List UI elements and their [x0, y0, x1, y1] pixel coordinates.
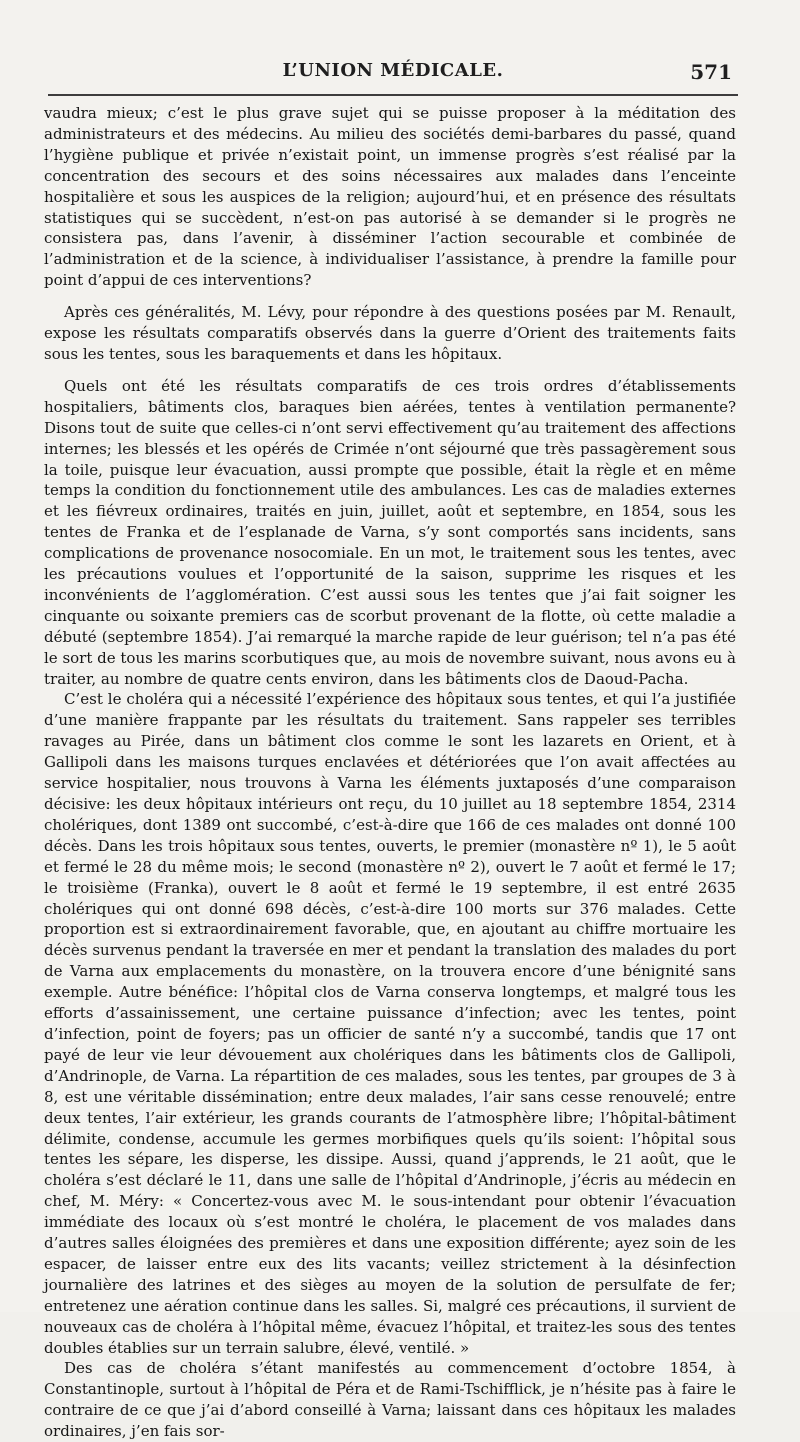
body-text	[44, 103, 736, 1442]
page-header	[48, 58, 738, 92]
running-head: L’UNION MÉDICALE.	[282, 60, 504, 81]
paragraph-gap	[44, 291, 736, 302]
page-number: 571	[690, 60, 732, 84]
paragraph-gap	[44, 365, 736, 376]
paragraph-5: Des cas de choléra s’étant manifestés au commencement d’octobre 1854, à Constantinople, surtout à l’hôpital de Péra et de Rami-Tschifflick, je n’hésite pas à faire le contraire de ce que j’ai d’abord conseillé à Varna; laissant dans ces hôpitaux les malades ordinaires, j’en fais sor-	[44, 1359, 736, 1441]
paragraph-1: vaudra mieux; c’est le plus grave sujet qui se puisse proposer à la méditation des administrateurs et des médecins. Au milieu des sociétés demi-barbares du passé, quand l’hygiène publique et privée n’existait point, un immense progrès s’est réalisé par la concentration des secours et des soins nécessaires aux malades dans l’enceinte hospitalière et sous les auspices de la religion; aujourd’hui, et en présence des résultats statistiques qui se succèdent, n’est-on pas autorisé à se demander si le progrès ne consistera pas, dans l’avenir, à disséminer l’action secourable et combinée de l’administration et de la science, à individualiser l’assistance, à prendre la famille pour point d’appui de ces interventions?	[44, 104, 736, 290]
paragraph-3: Quels ont été les résultats comparatifs de ces trois ordres d’établissements hospitaliers, bâtiments clos, baraques bien aérées, tentes à ventilation permanente? Disons tout de suite que celles-ci n’ont servi effectivement qu’au traitement des affections internes; les blessés et les opérés de Crimée n’ont séjourné que très passagèrement sous la toile, puisque leur évacuation, aussi prompte que possible, était la règle et en même temps la condition du fonctionnement utile des ambulances. Les cas de maladies externes et les fiévreux ordinaires, traités en juin, juillet, août et septembre, en 1854, sous les tentes de Franka et de l’esplanade de Varna, s’y sont comportés sans incidents, sans complications de provenance nosocomiale. En un mot, le traitement sous les tentes, avec les précautions voulues et l’opportunité de la saison, supprime les risques et les inconvénients de l’agglomération. C’est aussi sous les tentes que j’ai fait soigner les cinquante ou soixante premiers cas de scorbut provenant de la flotte, où cette maladie a débuté (septembre 1854). J’ai remarqué la marche rapide de leur guérison; tel n’a pas été le sort de tous les marins scorbutiques que, au mois de novembre suivant, nous avons eu à traiter, au nombre de quatre cents environ, dans les bâtiments clos de Daoud-Pacha.	[44, 376, 736, 688]
paragraph-4: C’est le choléra qui a nécessité l’expérience des hôpitaux sous tentes, et qui l’a justifiée d’une manière frappante par les résultats du traitement. Sans rappeler ses terribles ravages au Pirée, dans un bâtiment clos comme le sont les lazarets en Orient, et à Gallipoli dans les maisons turques enclavées et détériorées que l’on avait affectées au service hospitalier, nous trouvons à Varna les éléments juxtaposés d’une comparaison décisive: les deux hôpitaux intérieurs ont reçu, du 10 juillet au 18 septembre 1854, 2314 cholériques, dont 1389 ont succombé, c’est-à-dire que 166 de ces malades ont donné 100 décès. Dans les trois hôpitaux sous tentes, ouverts, le premier (monastère nº 1), le 5 août et fermé le 28 du même mois; le second (monastère nº 2), ouvert le 7 août et fermé le 17; le troisième (Franka), ouvert le 8 août et fermé le 19 septembre, il est entré 2635 cholériques qui ont donné 698 décès, c’est-à-dire 100 morts sur 376 malades. Cette proportion est si extraordinairement favorable, que, en ajoutant au chiffre mortuaire les décès survenus pendant la traversée en mer et pendant la translation des malades du port de Varna aux emplacements du monastère, on la trouvera encore d’une bénignité sans exemple. Autre bénéfice: l’hôpital clos de Varna conserva longtemps, et malgré tous les efforts d’assainissement, une certaine puissance d’infection; avec les tentes, point d’infection, point de foyers; pas un officier de santé n’y a succombé, tandis que 17 ont payé de leur vie leur dévouement aux cholériques dans les bâtiments clos de Gallipoli, d’Andrinople, de Varna. La répartition de ces malades, sous les tentes, par groupes de 3 à 8, est une véritable dissémination; entre deux malades, l’air sans cesse renouvelé; entre deux tentes, l’air extérieur, les grands courants de l’atmosphère libre; l’hôpital-bâtiment délimite, condense, accumule les germes morbifiques quels qu’ils soient: l’hôpital sous tentes les sépare, les disperse, les dissipe. Aussi, quand j’apprends, le 21 août, que le choléra s’est déclaré le 11, dans une salle de l’hôpital d’Andrinople, j’écris au médecin en chef, M. Méry: « Concertez-vous avec M. le sous-intendant pour obtenir l’évacuation immédiate des locaux où s’est montré le choléra, le placement de vos malades dans d’autres salles éloignées des premières et dans une exposition différente; ayez soin de les espacer, de laisser entre eux des lits vacants; veillez strictement à la désinfection journalière des latrines et des sièges au moyen de la solution de persulfate de fer; entretenez une aération continue dans les salles. Si, malgré ces précautions, il survient de nouveaux cas de choléra à l’hôpital même, évacuez l’hôpital, et traitez-les sous des tentes doubles établies sur un terrain salubre, élevé, ventilé. »	[44, 690, 736, 1357]
paragraph-2: Après ces généralités, M. Lévy, pour répondre à des questions posées par M. Renault, expose les résultats comparatifs observés dans la guerre d’Orient des traitements faits sous les tentes, sous les baraquements et dans les hôpitaux.	[44, 303, 736, 363]
header-rule	[48, 94, 738, 96]
